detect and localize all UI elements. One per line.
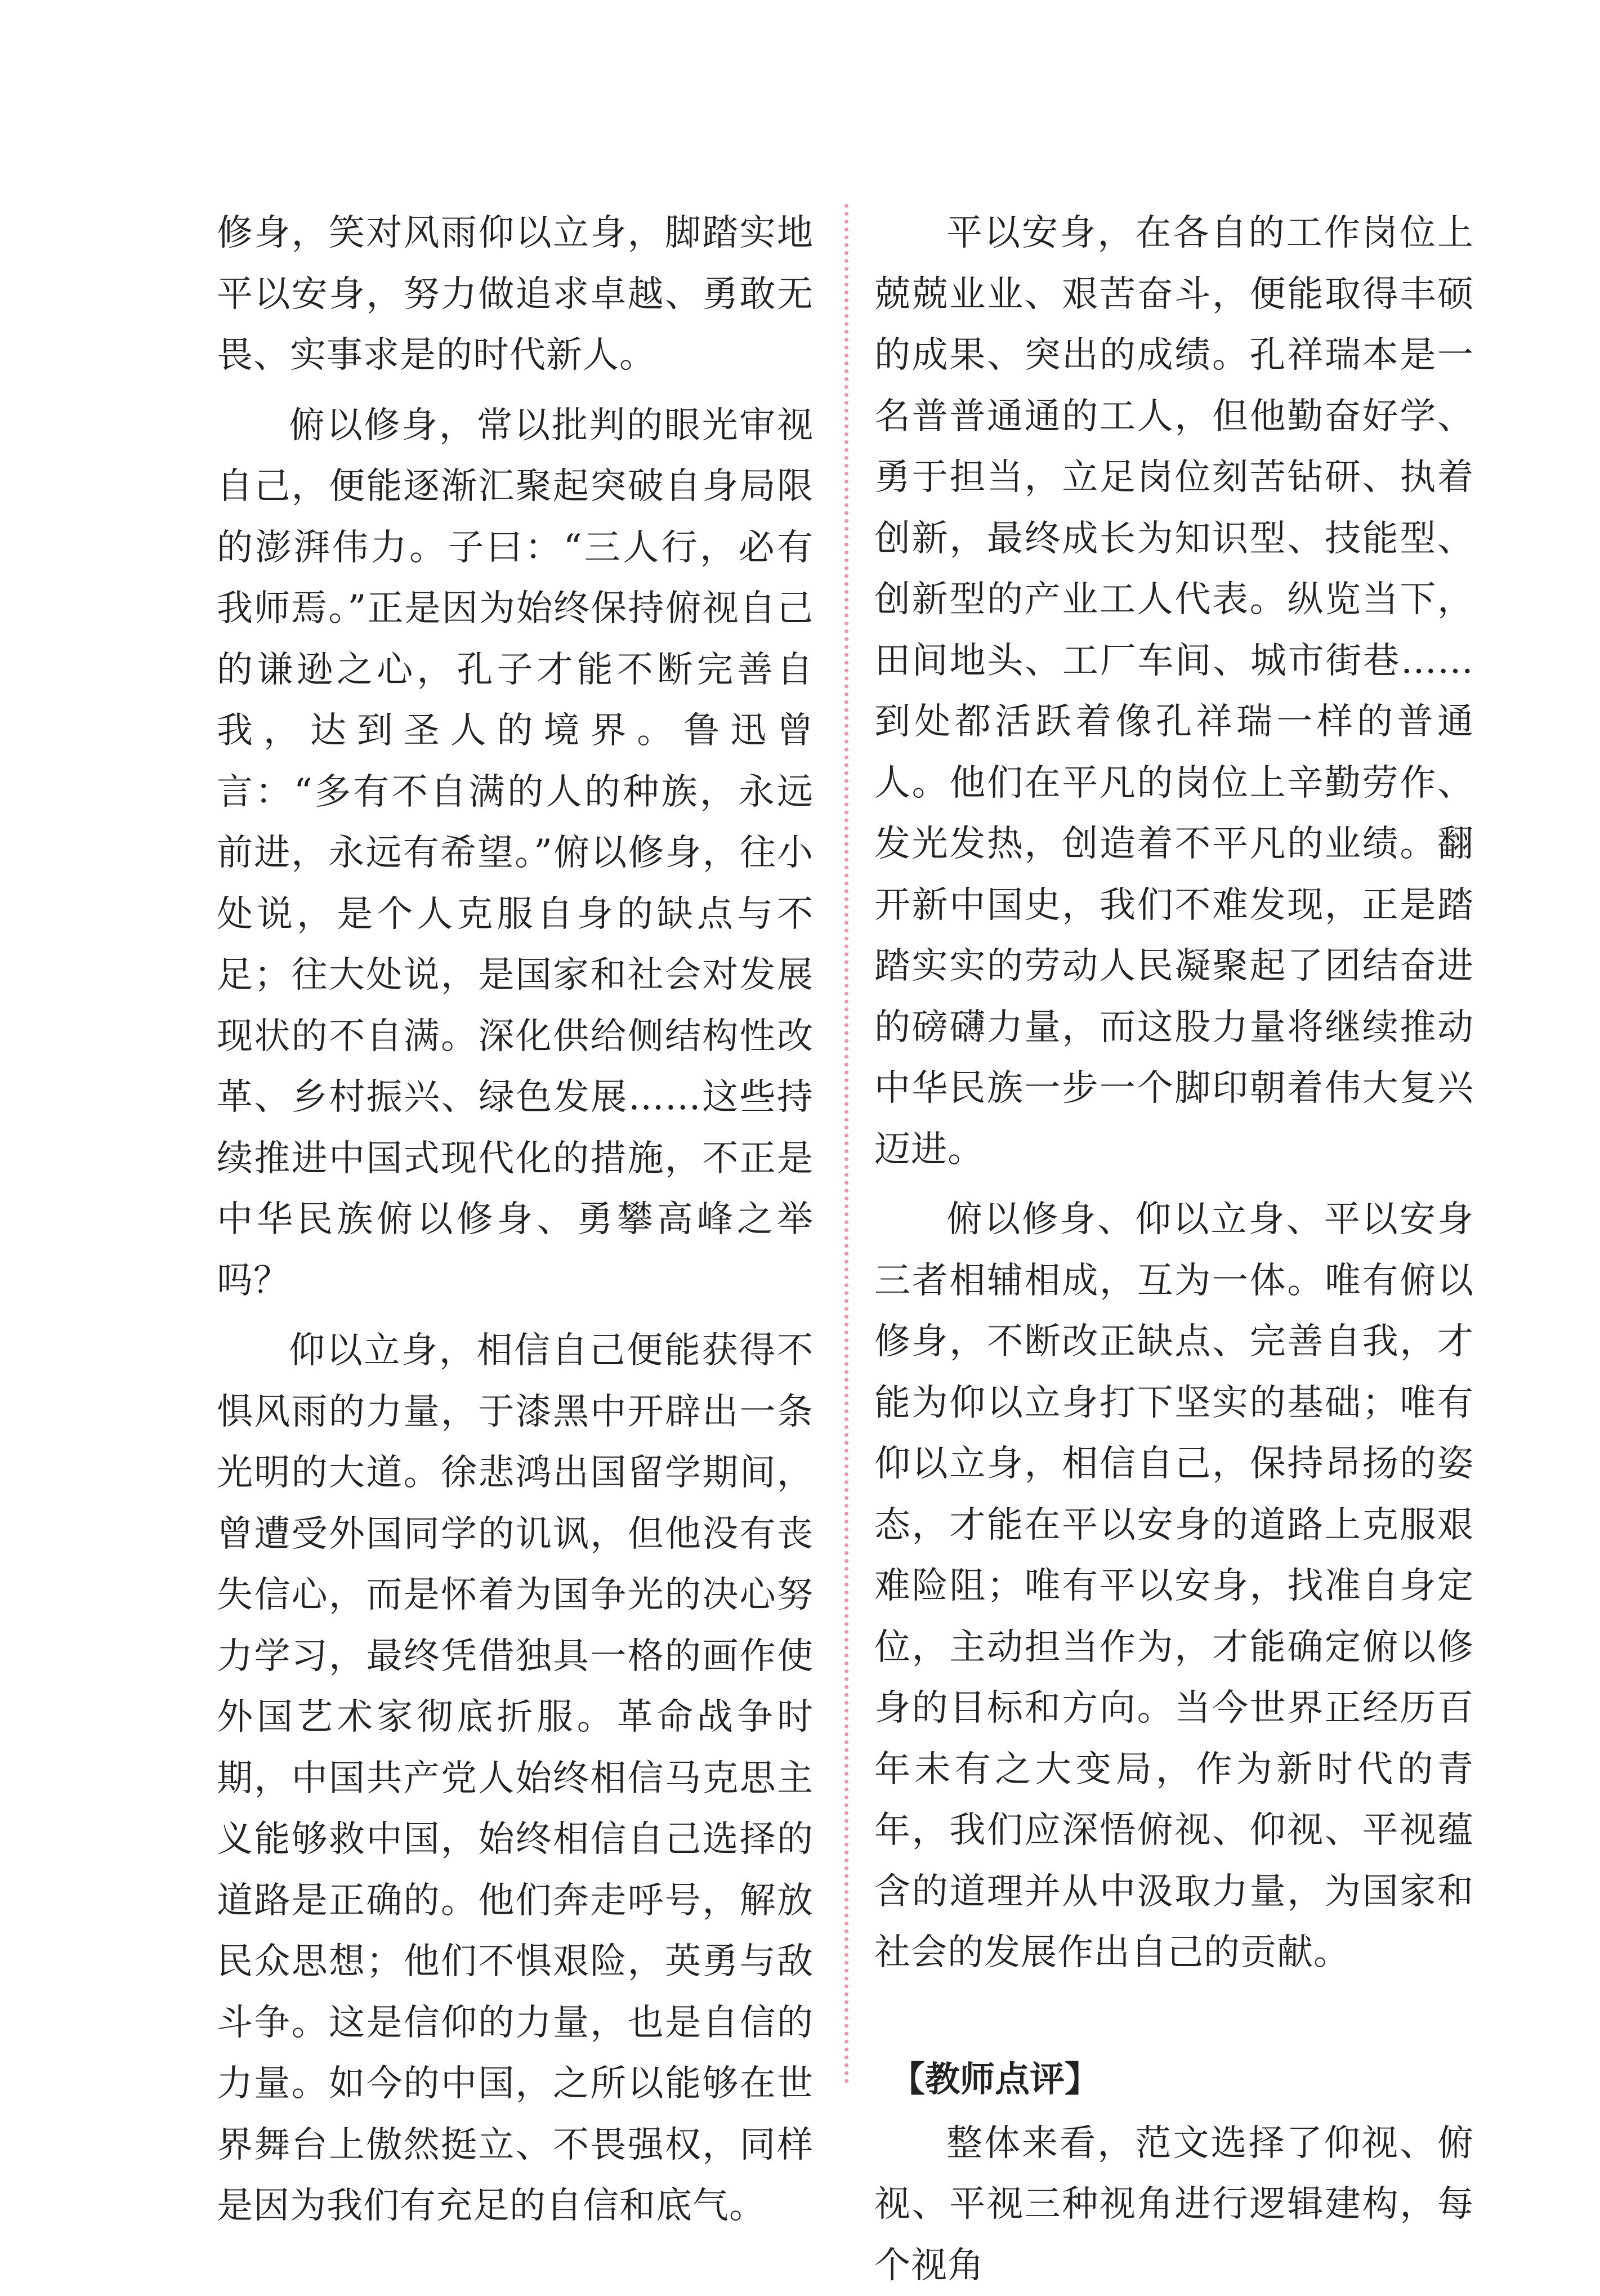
paragraph-intro-continuation: 修身，笑对风雨仰以立身，脚踏实地平以安身，努力做追求卓越、勇敢无畏、实事求是的时代新人。 [217, 203, 814, 386]
teacher-comment-heading: 【教师点评】 [874, 2051, 1474, 2107]
teacher-comment-text: 整体来看，范文选择了仰视、俯视、平视三种视角进行逻辑建构，每个视角 [874, 2113, 1474, 2296]
paragraph-fu-yi-xiu-shen: 俯以修身，常以批判的眼光审视自己，便能逐渐汇聚起突破自身局限的澎湃伟力。子曰：“三人行，必有我师焉。”正是因为始终保持俯视自己的谦逊之心，孔子才能不断完善自我，达到圣人的境界。鲁迅曾言：“多有不自满的人的种族，永远前进，永远有希望。”俯以修身，往小处说，是个人克服自身的缺点与不足；往大处说，是国家和社会对发展现状的不自满。深化供给侧结构性改革、乡村振兴、绿色发展……这些持续推进中国式现代化的措施，不正是中华民族俯以修身、勇攀高峰之举吗？ [217, 395, 814, 1312]
column-divider [844, 204, 848, 2084]
left-column [217, 203, 814, 2237]
paragraph-yang-yi-li-shen: 仰以立身，相信自己便能获得不惧风雨的力量，于漆黑中开辟出一条光明的大道。徐悲鸿出国留学期间，曾遭受外国同学的讥讽，但他没有丧失信心，而是怀着为国争光的决心努力学习，最终凭借独具一格的画作使外国艺术家彻底折服。革命战争时期，中国共产党人始终相信马克思主义能够救中国，始终相信自己选择的道路是正确的。他们奔走呼号，解放民众思想；他们不惧艰险，英勇与敌斗争。这是信仰的力量，也是自信的力量。如今的中国，之所以能够在世界舞台上傲然挺立、不畏强权，同样是因为我们有充足的自信和底气。 [217, 1320, 814, 2237]
paragraph-conclusion: 俯以修身、仰以立身、平以安身三者相辅相成，互为一体。唯有俯以修身，不断改正缺点、完善自我，才能为仰以立身打下坚实的基础；唯有仰以立身，相信自己，保持昂扬的姿态，才能在平以安身的道路上克服艰难险阻；唯有平以安身，找准自身定位，主动担当作为，才能确定俯以修身的目标和方向。当今世界正经历百年未有之大变局，作为新时代的青年，我们应深悟俯视、仰视、平视蕴含的道理并从中汲取力量，为国家和社会的发展作出自己的贡献。 [874, 1189, 1474, 1984]
paragraph-ping-yi-an-shen: 平以安身，在各自的工作岗位上兢兢业业、艰苦奋斗，便能取得丰硕的成果、突出的成绩。孔祥瑞本是一名普普通通的工人，但他勤奋好学、勇于担当，立足岗位刻苦钻研、执着创新，最终成长为知识型、技能型、创新型的产业工人代表。纵览当下，田间地头、工厂车间、城市街巷……到处都活跃着像孔祥瑞一样的普通人。他们在平凡的岗位上辛勤劳作、发光发热，创造着不平凡的业绩。翻开新中国史，我们不难发现，正是踏踏实实的劳动人民凝聚起了团结奋进的磅礴力量，而这股力量将继续推动中华民族一步一个脚印朝着伟大复兴迈进。 [874, 203, 1474, 1180]
right-column [874, 203, 1474, 2296]
